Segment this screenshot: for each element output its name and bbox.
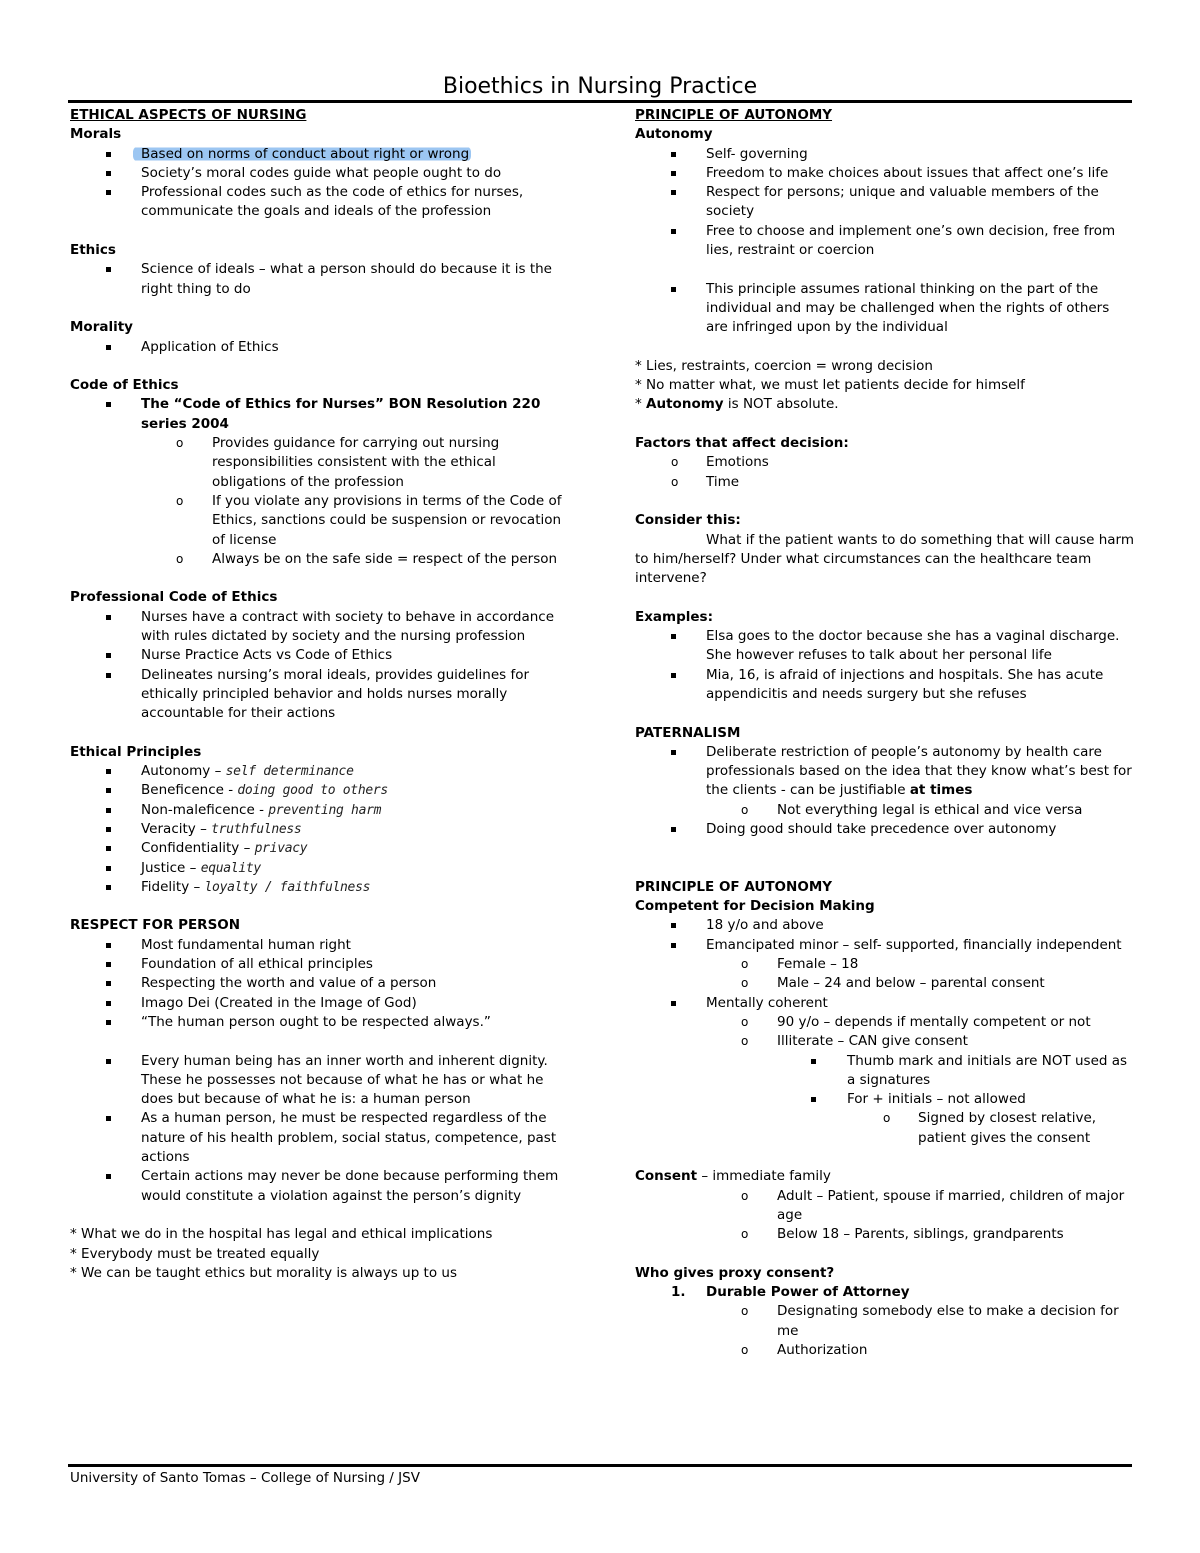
- list-item: 1. Durable Power of Attorney: [635, 1283, 1135, 1302]
- bullet-icon: [106, 885, 111, 890]
- circle-bullet-icon: o: [741, 1014, 749, 1029]
- circle-bullet-icon: o: [741, 1343, 749, 1357]
- bullet-icon: [106, 1174, 111, 1179]
- bullet-icon: [106, 769, 111, 774]
- bullet-icon: [106, 345, 111, 350]
- list-item: Nurse Practice Acts vs Code of Ethics: [70, 646, 570, 665]
- bullet-icon: [106, 827, 111, 832]
- page-footer: University of Santo Tomas – College of Nursing / JSV: [70, 1470, 420, 1486]
- bullet-icon: [671, 152, 676, 157]
- ethics-heading: Ethics: [70, 242, 116, 259]
- handwritten-note: loyalty / faithfulness: [204, 879, 371, 895]
- consider-text: What if the patient wants to do something that will cause harm to him/herself? Under what circumstances can the healthcare team intervene?: [635, 531, 1135, 587]
- list-item: o Signed by closest relative, patient gives the consent: [883, 1110, 1097, 1146]
- list-item: Deliberate restriction of people’s autonomy by health care professionals based on the idea that they know what’s best for the clients - can be justifiable at times: [635, 743, 1135, 801]
- section-heading-autonomy: PRINCIPLE OF AUTONOMY: [635, 107, 833, 123]
- factors-heading: Factors that affect decision:: [635, 435, 849, 452]
- list-item: The “Code of Ethics for Nurses” BON Resolution 220 series 2004: [70, 395, 570, 434]
- note-line: * What we do in the hospital has legal and ethical implications: [70, 1226, 493, 1243]
- bullet-icon: [811, 1097, 816, 1102]
- morals-heading: Morals: [70, 126, 122, 143]
- list-item: Most fundamental human right: [70, 936, 570, 955]
- list-item: Based on norms of conduct about right or wrong: [70, 145, 570, 164]
- handwritten-note: self determinance: [225, 764, 354, 780]
- bullet-icon: [106, 962, 111, 967]
- list-item: 18 y/o and above: [635, 916, 1135, 935]
- handwritten-note: truthfulness: [211, 821, 302, 837]
- bullet-icon: [106, 1059, 111, 1064]
- handwritten-note: preventing harm: [268, 802, 382, 818]
- note-line: * Autonomy is NOT absolute.: [635, 396, 839, 413]
- bullet-icon: [106, 615, 111, 620]
- list-item: Science of ideals – what a person should do because it is the right thing to do: [70, 260, 570, 299]
- list-item: Respecting the worth and value of a person: [70, 974, 570, 993]
- section-heading-ethical-aspects: ETHICAL ASPECTS OF NURSING: [70, 107, 307, 123]
- list-item: Justice – equality: [70, 859, 570, 878]
- list-item: Non-maleficence - preventing harm: [70, 801, 570, 820]
- bullet-icon: [671, 673, 676, 678]
- bullet-icon: [671, 1001, 676, 1006]
- list-item: Beneficence - doing good to others: [70, 781, 570, 800]
- bullet-icon: [671, 190, 676, 195]
- list-item: o Adult – Patient, spouse if married, children of major age: [741, 1187, 1125, 1223]
- paternalism-heading: PATERNALISM: [635, 724, 741, 741]
- list-item: Fidelity – loyalty / faithfulness: [70, 878, 570, 897]
- bullet-icon: [671, 750, 676, 755]
- section-heading-autonomy-2: PRINCIPLE OF AUTONOMY: [635, 878, 833, 895]
- bullet-icon: [106, 981, 111, 986]
- bullet-icon: [671, 229, 676, 234]
- list-item: “The human person ought to be respected always.”: [70, 1013, 570, 1032]
- bullet-icon: [671, 923, 676, 928]
- bullet-icon: [106, 1116, 111, 1121]
- handwritten-note: privacy: [254, 841, 308, 857]
- list-item: o Male – 24 and below – parental consent: [635, 974, 1135, 993]
- list-item: o Female – 18: [635, 955, 1135, 974]
- list-item: Imago Dei (Created in the Image of God): [70, 994, 570, 1013]
- ethical-principles-heading: Ethical Principles: [70, 743, 202, 760]
- bullet-icon: [106, 402, 111, 407]
- bullet-icon: [106, 171, 111, 176]
- handwritten-note: doing good to others: [237, 783, 388, 799]
- list-item: o Illiterate – CAN give consent: [635, 1032, 1135, 1051]
- bullet-icon: [106, 190, 111, 195]
- list-item: o Provides guidance for carrying out nursing responsibilities consistent with the ethical obligations of the profession: [176, 435, 500, 490]
- list-item: o Designating somebody else to make a decision for me: [741, 1303, 1119, 1339]
- list-item: Application of Ethics: [70, 338, 570, 357]
- examples-heading: Examples:: [635, 608, 713, 625]
- bullet-icon: [106, 152, 111, 157]
- page-title: Bioethics in Nursing Practice: [442, 74, 758, 99]
- bullet-icon: [671, 827, 676, 832]
- handwritten-note: equality: [200, 860, 261, 876]
- circle-bullet-icon: o: [883, 1111, 891, 1126]
- circle-bullet-icon: o: [176, 551, 184, 566]
- list-item: o Emotions: [635, 453, 1135, 472]
- left-column: [70, 106, 570, 1283]
- list-item: Nurses have a contract with society to behave in accordance with rules dictated by society and the nursing profession: [70, 608, 570, 647]
- list-item: o Not everything legal is ethical and vice versa: [635, 801, 1135, 820]
- bullet-icon: [106, 866, 111, 871]
- list-item: This principle assumes rational thinking on the part of the individual and may be challenged when the rights of others are infringed upon by the individual: [635, 280, 1135, 338]
- list-item: Professional codes such as the code of ethics for nurses, communicate the goals and ideals of the profession: [70, 183, 570, 222]
- list-item: Delineates nursing’s moral ideals, provides guidelines for ethically principled behavior and holds nurses morally accountable for their actions: [70, 666, 570, 724]
- bullet-icon: [811, 1059, 816, 1064]
- list-item: Thumb mark and initials are NOT used as a signatures: [635, 1052, 1135, 1091]
- list-item: o 90 y/o – depends if mentally competent or not: [635, 1013, 1135, 1032]
- competent-heading: Competent for Decision Making: [635, 898, 875, 915]
- list-item: o Time: [635, 473, 1135, 492]
- right-column: [635, 106, 1135, 1360]
- bullet-icon: [106, 653, 111, 658]
- list-item: Certain actions may never be done because performing them would constitute a violation against the person’s dignity: [70, 1167, 570, 1206]
- list-item: o If you violate any provisions in terms of the Code of Ethics, sanctions could be suspension or revocation of license: [176, 492, 562, 548]
- autonomy-heading: Autonomy: [635, 126, 713, 143]
- bullet-icon: [671, 287, 676, 292]
- circle-bullet-icon: o: [741, 1227, 749, 1242]
- list-item: Elsa goes to the doctor because she has a vaginal discharge. She however refuses to talk about her personal life: [635, 627, 1135, 666]
- bullet-icon: [671, 943, 676, 948]
- respect-for-person-heading: RESPECT FOR PERSON: [70, 917, 241, 934]
- list-item: Autonomy – self determinance: [70, 762, 570, 781]
- bullet-icon: [106, 1020, 111, 1025]
- note-line: * Lies, restraints, coercion = wrong decision: [635, 357, 933, 374]
- circle-bullet-icon: o: [741, 976, 749, 991]
- circle-bullet-icon: o: [671, 474, 679, 489]
- footer-divider: [68, 1464, 1132, 1467]
- consent-line: Consent – immediate family: [635, 1168, 831, 1185]
- list-item: As a human person, he must be respected regardless of the nature of his health problem, social status, competence, past actions: [70, 1109, 570, 1167]
- list-item: Respect for persons; unique and valuable members of the society: [635, 183, 1135, 222]
- list-item: Doing good should take precedence over autonomy: [635, 820, 1135, 839]
- professional-code-heading: Professional Code of Ethics: [70, 589, 278, 606]
- bullet-icon: [106, 808, 111, 813]
- list-item: Mentally coherent: [635, 994, 1135, 1013]
- list-item: Foundation of all ethical principles: [70, 955, 570, 974]
- list-item: Confidentiality – privacy: [70, 839, 570, 858]
- bullet-icon: [671, 634, 676, 639]
- list-item: Freedom to make choices about issues that affect one’s life: [635, 164, 1135, 183]
- list-number: 1.: [671, 1284, 686, 1301]
- bullet-icon: [106, 846, 111, 851]
- list-item: o Authorization: [635, 1341, 1135, 1360]
- list-item: Self- governing: [635, 145, 1135, 164]
- consider-heading: Consider this:: [635, 512, 741, 529]
- list-item: o Below 18 – Parents, siblings, grandparents: [635, 1225, 1135, 1244]
- list-item: Mia, 16, is afraid of injections and hospitals. She has acute appendicitis and needs surgery but she refuses: [635, 666, 1135, 705]
- proxy-heading: Who gives proxy consent?: [635, 1264, 835, 1281]
- circle-bullet-icon: o: [741, 1304, 749, 1319]
- list-item: Emancipated minor – self- supported, financially independent: [635, 936, 1135, 955]
- list-item: Every human being has an inner worth and inherent dignity. These he possesses not because of what he has or what he does but because of what he is: a human person: [70, 1052, 570, 1110]
- circle-bullet-icon: o: [741, 1188, 749, 1203]
- list-item: Society’s moral codes guide what people ought to do: [70, 164, 570, 183]
- bullet-icon: [106, 943, 111, 948]
- morality-heading: Morality: [70, 319, 133, 336]
- title-divider: [68, 100, 1132, 103]
- circle-bullet-icon: o: [741, 802, 749, 817]
- code-of-ethics-heading: Code of Ethics: [70, 377, 179, 394]
- circle-bullet-icon: o: [741, 1034, 749, 1049]
- list-item: Veracity – truthfulness: [70, 820, 570, 839]
- circle-bullet-icon: o: [176, 436, 184, 451]
- bullet-icon: [106, 788, 111, 793]
- bullet-icon: [106, 673, 111, 678]
- list-item: For + initials – not allowed: [635, 1090, 1135, 1109]
- bullet-icon: [671, 171, 676, 176]
- note-line: * Everybody must be treated equally: [70, 1245, 320, 1262]
- note-line: * We can be taught ethics but morality is always up to us: [70, 1264, 457, 1281]
- note-line: * No matter what, we must let patients decide for himself: [635, 377, 1025, 394]
- list-item: o Always be on the safe side = respect of the person: [70, 550, 570, 569]
- bullet-icon: [106, 267, 111, 272]
- list-item: Free to choose and implement one’s own decision, free from lies, restraint or coercion: [635, 222, 1135, 261]
- bullet-icon: [106, 1001, 111, 1006]
- circle-bullet-icon: o: [671, 455, 679, 470]
- circle-bullet-icon: o: [176, 493, 184, 508]
- circle-bullet-icon: o: [741, 957, 749, 972]
